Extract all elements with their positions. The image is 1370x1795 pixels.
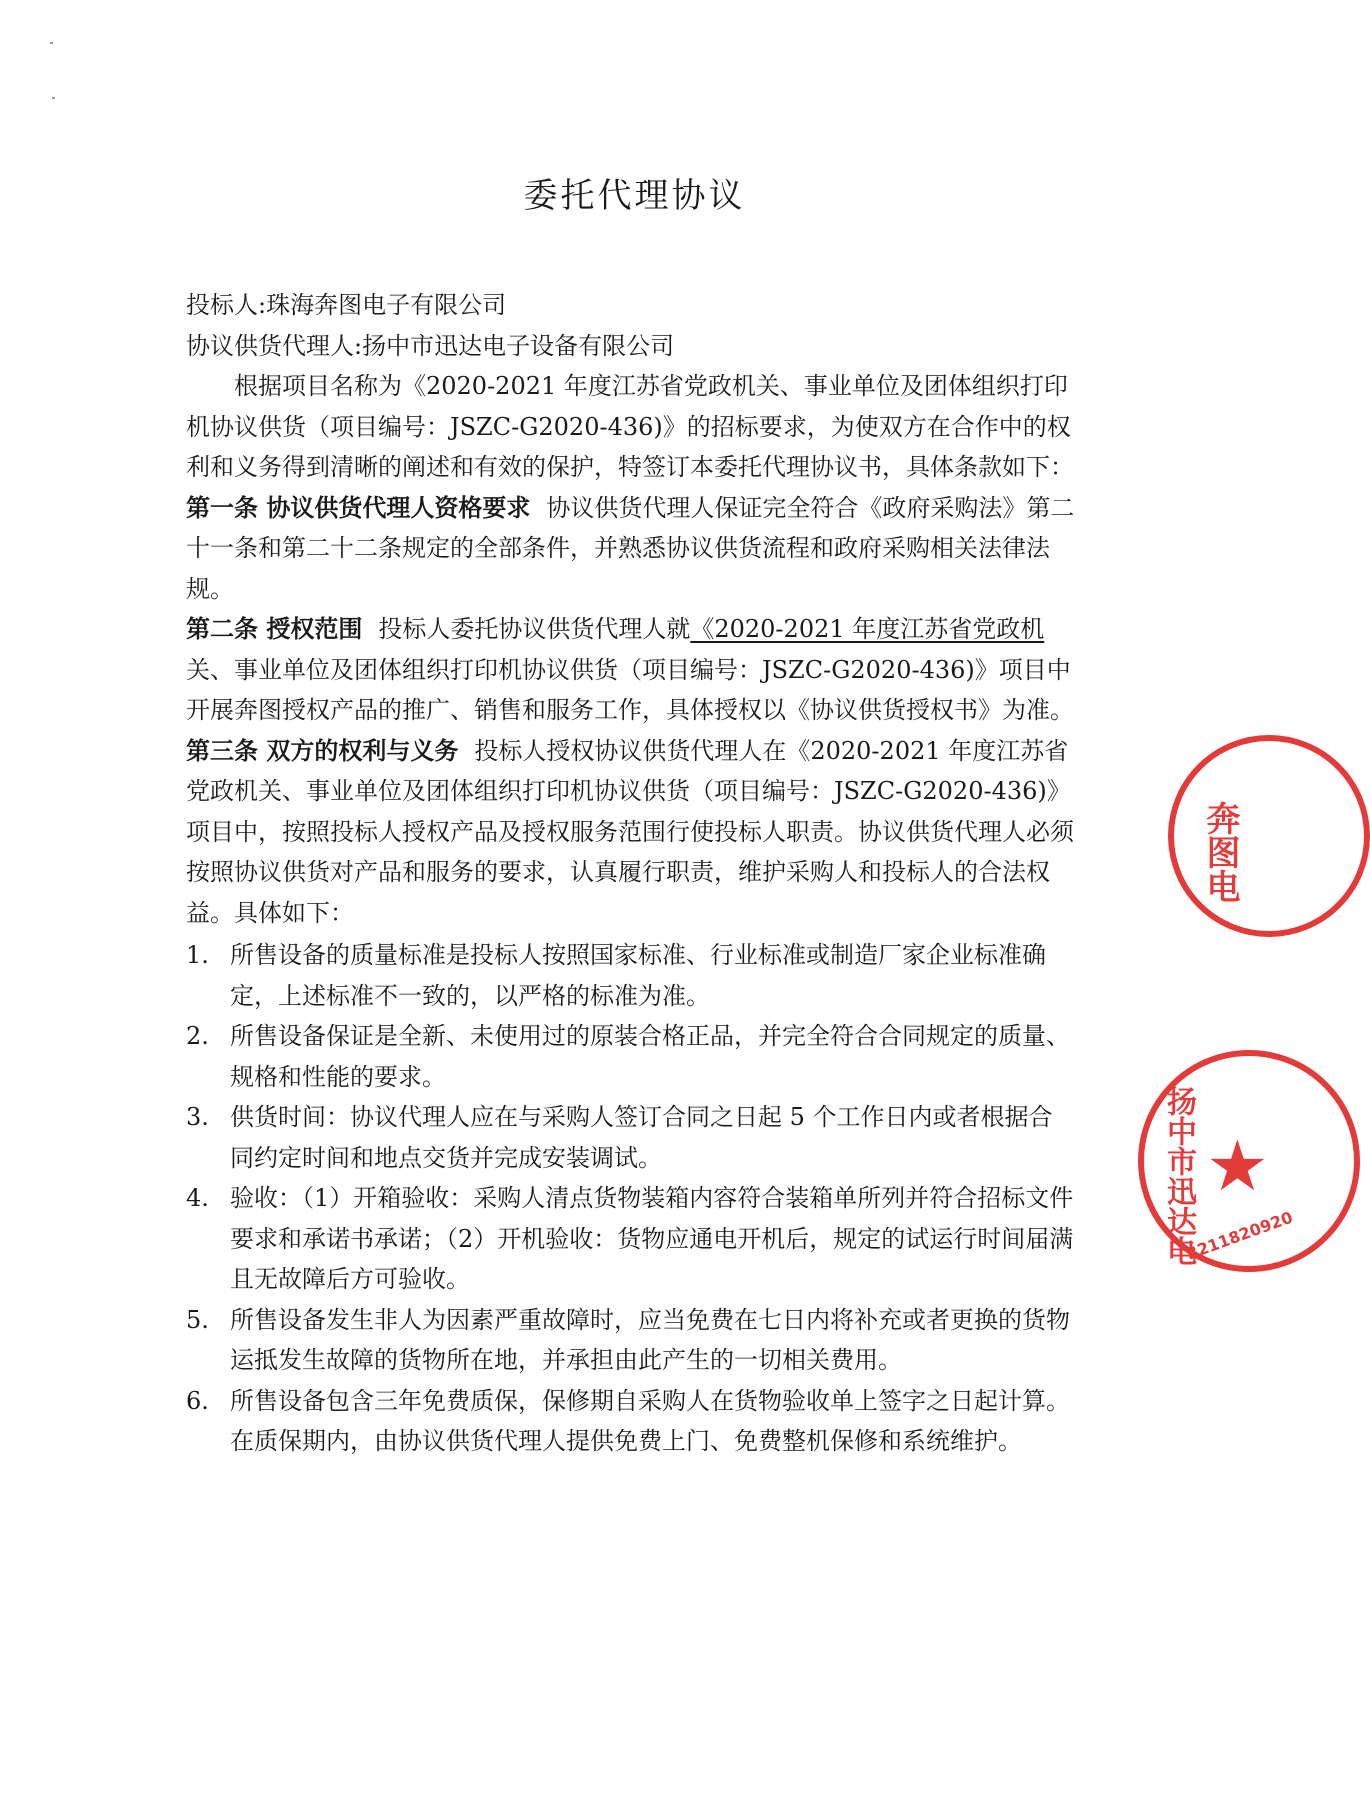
article-3-heading: 第三条 双方的权利与义务 [186,736,459,765]
article-2-underlined: 《2020-2021 年度江苏省党政机 [690,615,1045,643]
list-item-number: 4. [186,1184,209,1212]
obligations-list [186,935,1076,1462]
list-item-number: 5. [186,1305,209,1334]
list-item-text: 所售设备发生非人为因素严重故障时，应当免费在七日内将补充或者更换的货物运抵发生故障的货物所在地，并承担由此产生的一切相关费用。 [230,1305,1070,1374]
document-title: 委托代理协议 [523,176,746,216]
seal-2-code: 3211820920 [1184,1207,1296,1264]
article-2 [186,609,1076,731]
list-item-number: 6. [186,1386,209,1415]
scan-specks [50,42,80,142]
list-item-text: 验收：（1）开箱验收：采购人清点货物装箱内容符合装箱单所列并符合招标文件要求和承诺书承诺；（2）开机验收：货物应通电开机后，规定的试运行时间届满且无故障后方可验收。 [230,1184,1074,1293]
list-item [186,1381,1076,1462]
agent-line [186,326,1076,367]
list-item-number: 2. [186,1022,209,1050]
article-1-heading: 第一条 协议供货代理人资格要求 [186,493,531,522]
company-seal-xunda [1138,1050,1360,1272]
list-item-number: 3. [186,1103,209,1131]
bidder-line [186,285,1076,326]
list-item-number: 1. [186,941,209,969]
list-item [186,1178,1076,1300]
list-item-text: 所售设备包含三年免费质保，保修期自采购人在货物验收单上签字之日起计算。在质保期内，由协议供货代理人提供免费上门、免费整机保修和系统维护。 [230,1386,1070,1455]
list-item-text: 供货时间：协议代理人应在与采购人签订合同之日起 5 个工作日内或者根据合同约定时间和地点交货并完成安装调试。 [230,1103,1053,1172]
article-2-heading: 第二条 授权范围 [186,615,363,643]
agent-name: 扬中市迅达电子设备有限公司 [362,331,675,360]
intro-paragraph: 根据项目名称为《2020-2021 年度江苏省党政机关、事业单位及团体组织打印机协议供货（项目编号：JSZC-G2020-436)》的招标要求，为使双方在合作中的权利和义务得到清晰的阐述和有效的保护，特签订本委托代理协议书，具体条款如下： [186,372,1074,481]
article-1 [186,488,1076,610]
company-seal-bentu [1168,735,1370,937]
bidder-label: 投标人: [186,291,267,319]
agent-label: 协议供货代理人: [186,331,363,360]
article-3 [186,731,1076,934]
list-item [186,935,1076,1016]
list-item-text: 所售设备保证是全新、未使用过的原装合格正品，并完全符合合同规定的质量、规格和性能的要求。 [230,1022,1070,1091]
bidder-name: 珠海奔图电子有限公司 [266,291,507,319]
seal-1-text: 奔图电 [1200,801,1240,903]
article-3-body: 投标人授权协议供货代理人在《2020-2021 年度江苏省党政机关、事业单位及团体组织打印机协议供货（项目编号：JSZC-G2020-436)》项目中，按照投标人授权产品及授权服务范围行使投标人职责。协议供货代理人必须按照协议供货对产品和服务的要求，认真履行职责，维护采购人和投标人的合法权益。具体如下： [186,736,1074,927]
article-1-body: 协议供货代理人保证完全符合《政府采购法》第二十一条和第二十二条规定的全部条件，并熟悉协议供货流程和政府采购相关法律法规。 [186,493,1075,603]
list-item [186,1016,1076,1097]
article-2-pre: 投标人委托协议供货代理人就 [378,615,691,643]
article-2-post: 关、事业单位及团体组织打印机协议供货（项目编号：JSZC-G2020-436)》项目中开展奔图授权产品的推广、销售和服务工作，具体授权以《协议供货授权书》为准。 [186,655,1074,724]
list-item-text: 所售设备的质量标准是投标人按照国家标准、行业标准或制造厂家企业标准确定，上述标准不一致的，以严格的标准为准。 [230,941,1046,1010]
document-body [186,285,1076,1462]
seal-2-text: 扬中市迅达电 [1161,1086,1196,1266]
seal-star-icon: ★ [1206,1125,1269,1207]
list-item [186,1300,1076,1381]
list-item [186,1097,1076,1178]
